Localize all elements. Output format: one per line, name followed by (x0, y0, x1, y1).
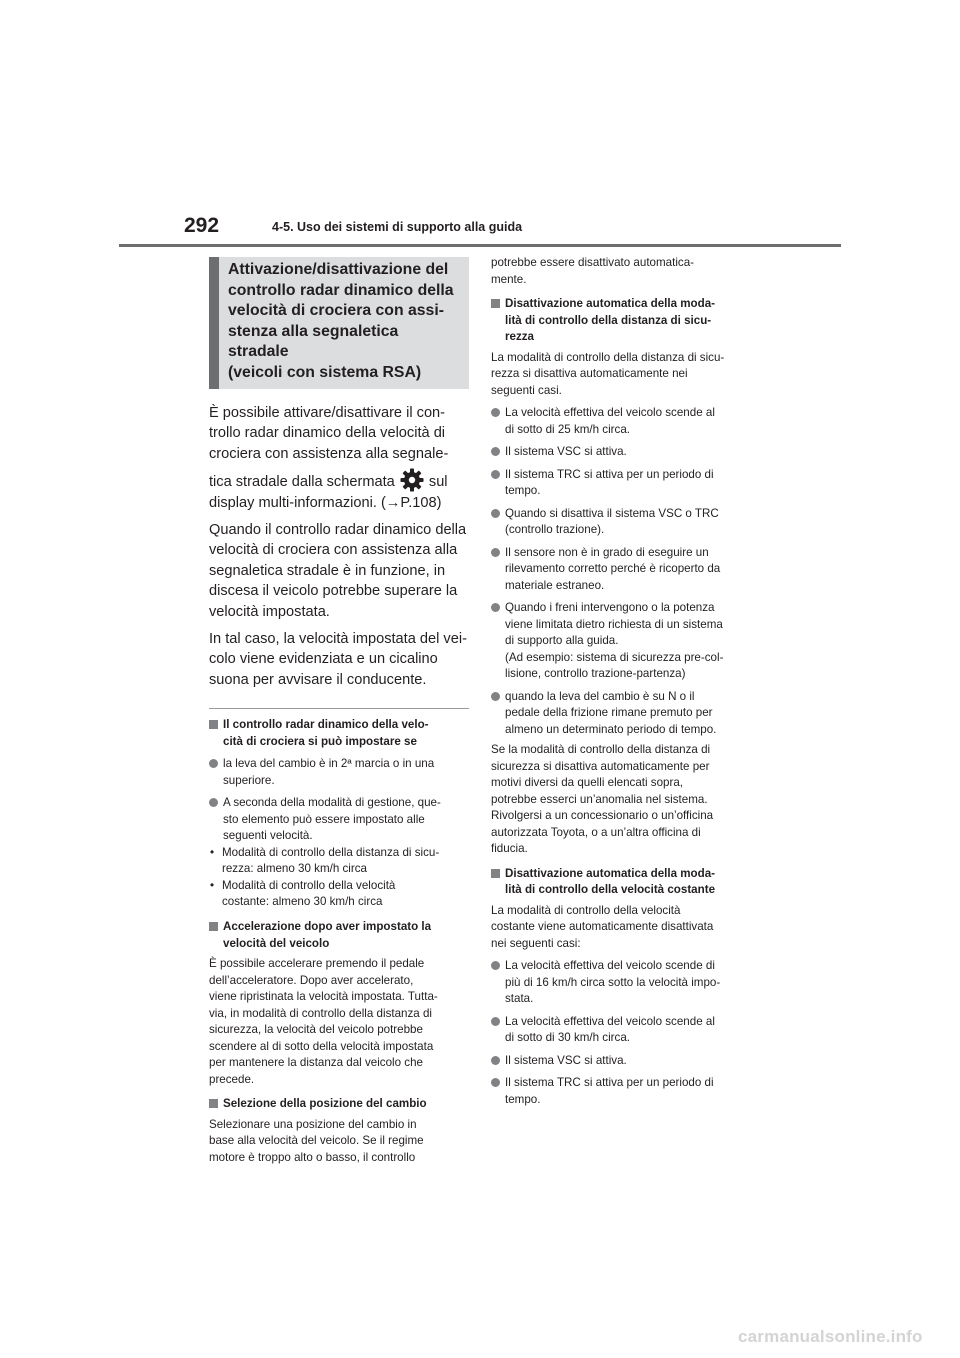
circle-bullet-icon (491, 470, 500, 479)
square-bullet-icon (491, 869, 500, 878)
circle-bullet-icon (491, 447, 500, 456)
text-line: rezza (505, 330, 535, 344)
circle-bullet-icon (491, 548, 500, 557)
sub-bullet: • (210, 878, 215, 892)
header-rule (119, 244, 841, 247)
text-line: Se la modalità di controllo della distanza di (491, 743, 711, 757)
text-line: velocità impostata. (209, 603, 330, 620)
body-text (209, 1117, 469, 1167)
list-item (491, 1014, 753, 1047)
text-line: Modalità di controllo della velocità (222, 878, 396, 892)
text-line: È possibile attivare/disattivare il con- (209, 404, 446, 421)
list-item (209, 795, 469, 845)
subsection-heading (209, 717, 469, 750)
body-text (491, 255, 753, 288)
text-line: lità di controllo della distanza di sicu- (505, 313, 712, 327)
text-line: costante viene automaticamente disattivata (491, 920, 714, 934)
list-item (209, 756, 469, 789)
text-line: seguenti casi. (491, 383, 562, 397)
text-line: Quando i freni intervengono o la potenza (505, 601, 715, 615)
text-line: tempo. (505, 484, 541, 498)
list-item (491, 467, 753, 500)
square-bullet-icon (209, 922, 218, 931)
text-line: rilevamento corretto perché è ricoperto da (505, 562, 721, 576)
text-line: per mantenere la distanza dal veicolo che (209, 1056, 423, 1070)
text-line: Selezione della posizione del cambio (223, 1097, 427, 1111)
text-line: segnaletica stradale è in funzione, in (209, 562, 446, 579)
text-line: più di 16 km/h circa sotto la velocità impo- (505, 975, 721, 989)
body-text (209, 956, 469, 1088)
text-line: La modalità di controllo della velocità (491, 903, 681, 917)
list-item (491, 506, 753, 539)
text-line: Il sistema TRC si attiva per un periodo di (505, 467, 714, 481)
list-item (491, 1075, 753, 1108)
text-line: Il sistema VSC si attiva. (505, 445, 627, 459)
text-line: autorizzata Toyota, o a un’altra officina di (491, 825, 701, 839)
text-line: discesa il veicolo potrebbe superare la (209, 583, 458, 600)
text-line: potrebbe esserci un’anomalia nel sistema. (491, 792, 708, 806)
paragraph (209, 520, 469, 623)
text-line: precede. (209, 1072, 255, 1086)
list-item (491, 405, 753, 438)
text-line: seguenti velocità. (223, 829, 313, 843)
body-text (491, 742, 753, 858)
text-fragment: sul (428, 474, 448, 491)
text-line: In tal caso, la velocità impostata del vei- (209, 630, 467, 647)
text-line: Disattivazione automatica della moda- (505, 866, 716, 880)
text-line: La velocità effettiva del veicolo scende di (505, 959, 715, 973)
subsection-heading (491, 296, 753, 346)
text-line: di sotto di 30 km/h circa. (505, 1031, 631, 1045)
text-line: La velocità effettiva del veicolo scende al (505, 406, 715, 420)
circle-bullet-icon (491, 1056, 500, 1065)
text-line: dell’acceleratore. Dopo aver accelerato, (209, 973, 414, 987)
text-line: Modalità di controllo della distanza di sicu- (222, 845, 440, 859)
text-line: superiore. (223, 773, 275, 787)
text-line: di sotto di 25 km/h circa. (505, 422, 631, 436)
section-heading-box (209, 257, 469, 389)
text-line: rezza: almeno 30 km/h circa (222, 862, 367, 876)
text-line-with-icon (209, 468, 469, 493)
chapter-title: 4-5. Uso dei sistemi di supporto alla guida (272, 220, 523, 234)
text-line: potrebbe essere disattivato automatica- (491, 256, 695, 269)
heading-line: stenza alla segnaletica stradale (228, 322, 399, 361)
text-line: viene ripristinata la velocità impostata. Tutta- (209, 990, 438, 1004)
text-fragment: tica stradale dalla schermata (209, 474, 395, 491)
list-item (491, 444, 753, 461)
list-item (491, 958, 753, 1008)
gear-icon (400, 468, 424, 492)
text-line: Quando il controllo radar dinamico della (209, 521, 467, 538)
circle-bullet-icon (491, 1017, 500, 1026)
square-bullet-icon (209, 1099, 218, 1108)
page-number: 292 (184, 214, 220, 237)
paragraph (209, 629, 469, 691)
circle-bullet-icon (491, 603, 500, 612)
heading-line: Attivazione/disattivazione del (228, 261, 449, 278)
text-line: materiale estraneo. (505, 578, 605, 592)
square-bullet-icon (209, 720, 218, 729)
list-item (491, 600, 753, 683)
text-line: sto elemento può essere impostato alle (223, 812, 425, 826)
notes-section (209, 708, 469, 1166)
text-line: costante: almeno 30 km/h circa (222, 895, 383, 909)
heading-line: controllo radar dinamico della (228, 281, 454, 299)
watermark: carmanualsonline.info (738, 1327, 923, 1346)
text-line: trollo radar dinamico della velocità di (209, 425, 446, 442)
text-line: (controllo trazione). (505, 523, 605, 537)
text-line: Quando si disattiva il sistema VSC o TRC (505, 506, 719, 520)
text-line: viene limitata dietro richiesta di un sistema (505, 617, 723, 631)
text-line: la leva del cambio è in 2ª marcia o in una (223, 757, 435, 771)
circle-bullet-icon (209, 798, 218, 807)
text-line: Accelerazione dopo aver impostato la (223, 919, 432, 933)
list-item (491, 1053, 753, 1070)
text-line: La velocità effettiva del veicolo scende al (505, 1014, 715, 1028)
text-line: velocità di crociera con assistenza alla (209, 542, 458, 559)
sub-bullet: • (210, 845, 215, 859)
text-line: stata. (505, 992, 534, 1006)
text-line: Disattivazione automatica della moda- (505, 297, 716, 310)
text-line: base alla velocità del veicolo. Se il regime (209, 1134, 424, 1148)
circle-bullet-icon (209, 759, 218, 768)
subsection-heading (209, 919, 469, 952)
subsection-heading (491, 866, 753, 899)
left-column (209, 257, 469, 1166)
text-line: motore è troppo alto o basso, il controllo (209, 1150, 416, 1164)
text-line: A seconda della modalità di gestione, que- (223, 796, 441, 810)
text-line: Rivolgersi a un concessionario o un’officina (491, 809, 714, 823)
text-line: motivi diversi da quelli elencati sopra, (491, 776, 684, 790)
text-line: lisione, controllo trazione-partenza) (505, 667, 686, 681)
heading-line: velocità di crociera con assi- (228, 302, 444, 320)
text-line: nei seguenti casi: (491, 936, 581, 950)
text-line: La modalità di controllo della distanza di sicu- (491, 350, 725, 364)
text-line: rezza si disattiva automaticamente nei (491, 367, 688, 381)
text-line: di supporto alla guida. (505, 634, 619, 648)
sub-list-item (209, 878, 469, 911)
heading-line: (veicoli con sistema RSA) (228, 363, 422, 381)
intro-paragraph (209, 403, 469, 514)
text-line: Il sistema VSC si attiva. (505, 1053, 627, 1067)
text-line: fiducia. (491, 842, 528, 856)
text-line: pedale della frizione rimane premuto per (505, 706, 713, 720)
circle-bullet-icon (491, 509, 500, 518)
list-item (491, 689, 753, 739)
text-line: quando la leva del cambio è su N o il (505, 689, 695, 703)
text-line: via, in modalità di controllo della distanza di (209, 1006, 432, 1020)
text-line: sicurezza si disattiva automaticamente per (491, 759, 710, 773)
text-line: display multi-informazioni. (→P.108) (209, 494, 442, 511)
list-item (491, 545, 753, 595)
text-line: crociera con assistenza alla segnale- (209, 445, 449, 462)
text-line: È possibile accelerare premendo il pedale (209, 957, 425, 971)
square-bullet-icon (491, 299, 500, 308)
circle-bullet-icon (491, 692, 500, 701)
text-line: lità di controllo della velocità costante (505, 883, 716, 897)
body-text (491, 350, 753, 400)
text-line: Il sensore non è in grado di eseguire un (505, 545, 709, 559)
text-line: almeno un determinato periodo di tempo. (505, 722, 717, 736)
text-line: scendere al di sotto della velocità impostata (209, 1039, 434, 1053)
body-text (491, 903, 753, 953)
text-line: Il controllo radar dinamico della velo- (223, 718, 429, 732)
text-line: Il sistema TRC si attiva per un periodo di (505, 1076, 714, 1090)
text-line: Selezionare una posizione del cambio in (209, 1117, 417, 1131)
text-line: mente. (491, 272, 527, 286)
text-line: velocità del veicolo (223, 936, 330, 950)
sub-list-item (209, 845, 469, 878)
circle-bullet-icon (491, 408, 500, 417)
circle-bullet-icon (491, 1078, 500, 1087)
subsection-heading (209, 1096, 469, 1113)
text-line: cità di crociera si può impostare se (223, 734, 417, 748)
text-line: sicurezza, la velocità del veicolo potrebbe (209, 1023, 423, 1037)
right-column (491, 255, 753, 1108)
text-line: (Ad esempio: sistema di sicurezza pre-col- (505, 650, 724, 664)
text-line: tempo. (505, 1092, 541, 1106)
text-line: colo viene evidenziata e un cicalino (209, 651, 438, 668)
circle-bullet-icon (491, 961, 500, 970)
text-line: suona per avvisare il conducente. (209, 671, 427, 688)
